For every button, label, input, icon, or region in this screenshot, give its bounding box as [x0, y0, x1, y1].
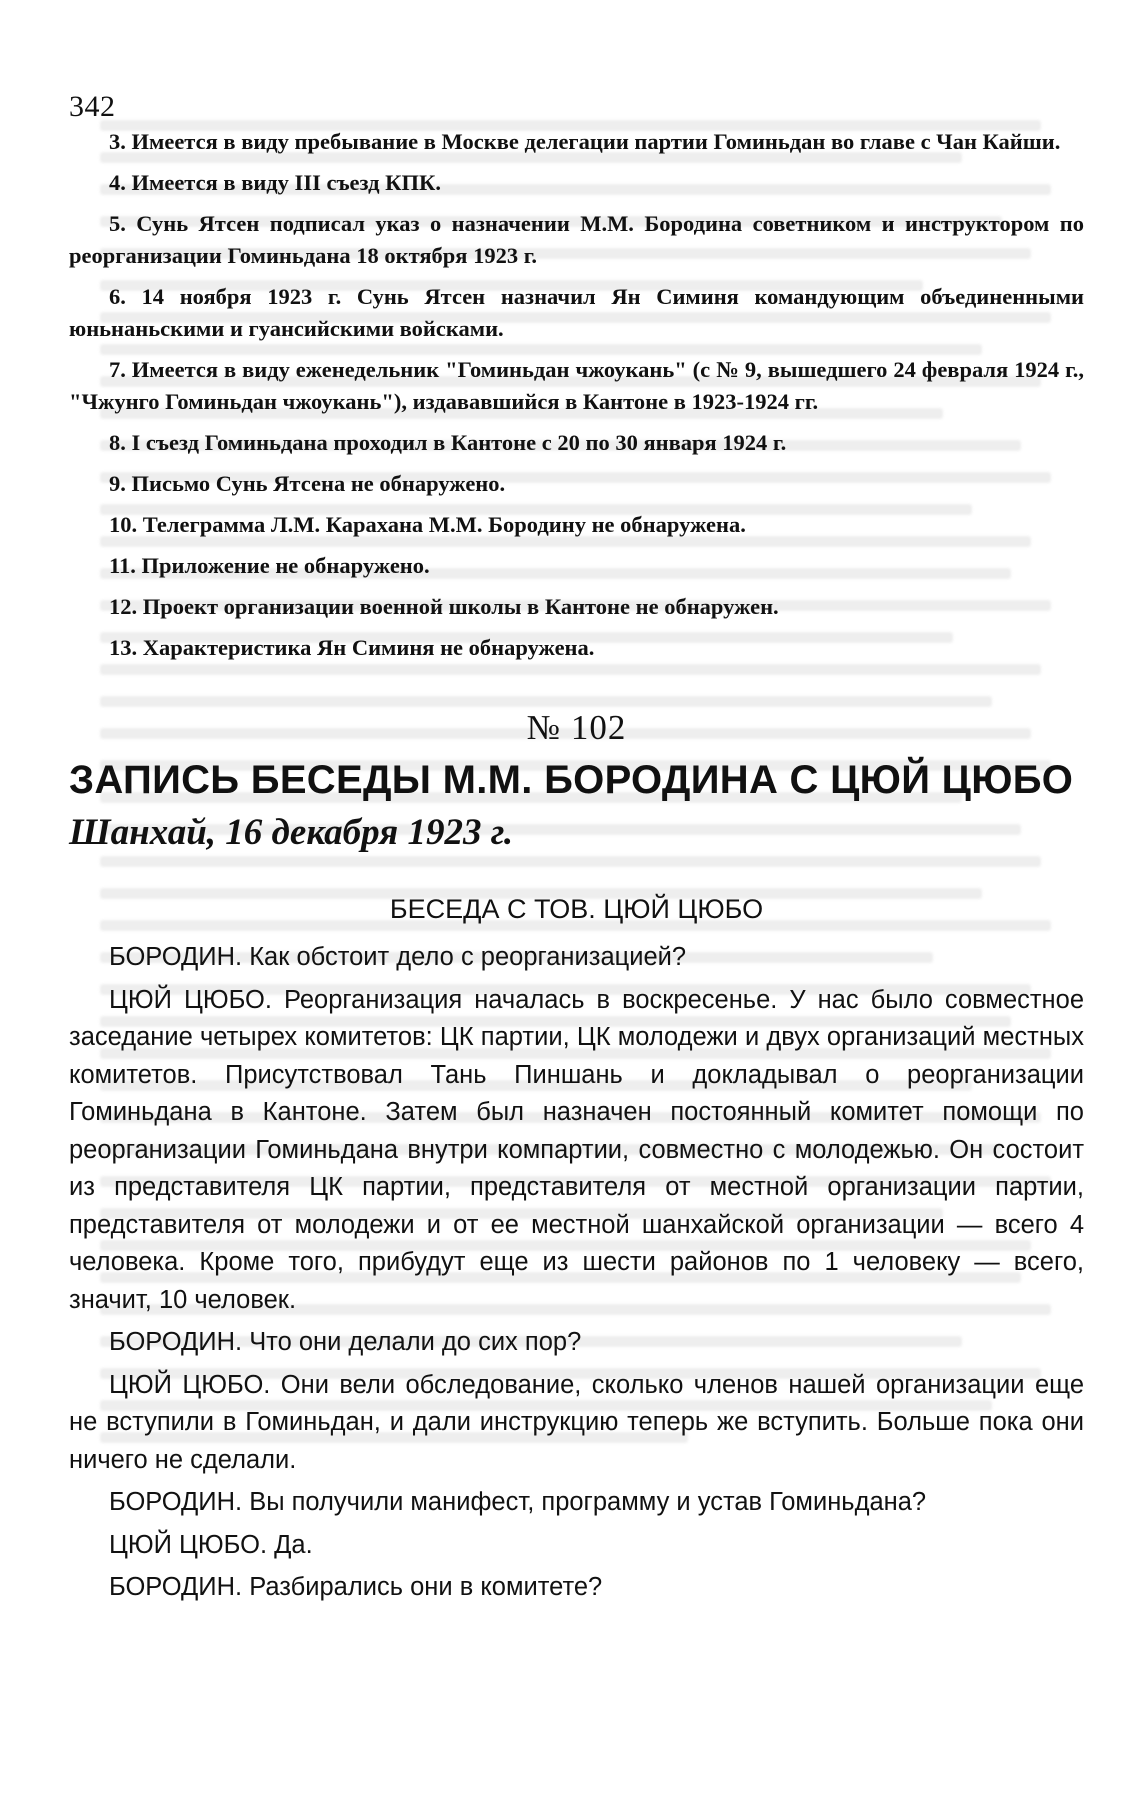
endnote: 6. 14 ноября 1923 г. Сунь Ятсен назначил Ян Симиня командующим объединенными юньнаньскими и гуансийскими войсками. [69, 284, 1084, 341]
dialogue-turn: БОРОДИН. Вы получили манифест, программу и устав Гоминьдана? [109, 1488, 927, 1516]
conversation-subtitle: БЕСЕДА С ТОВ. ЦЮЙ ЦЮБО [389, 894, 764, 924]
page-number: 342 [69, 90, 116, 123]
dialogue-turn: ЦЮЙ ЦЮБО. Реорганизация началась в воскресенье. У нас было совместное заседание четырех комитетов: ЦК партии, ЦК молодежи и двух организаций местных комитетов. Присутствовал Тань Пиншань и докладывал о реорганизации Гоминьдана в Кантоне. Затем был назначен постоянный комитет помощи по реорганизации Гоминьдана внутри компартии, совместно с молодежью. Он состоит из представителя ЦК партии, представителя от местной организации партии, представителя от молодежи и от ее местной шанхайской организации — всего 4 человека. Кроме того, прибудут еще из шести районов по 1 человеку — всего, значит, 10 человек. [69, 985, 1084, 1314]
dialogue-turn: ЦЮЙ ЦЮБО. Они вели обследование, сколько членов нашей организации еще не вступили в Гоминьдан, и дали инструкцию теперь же вступить. Больше пока они ничего не сделали. [69, 1370, 1084, 1474]
document-number: № 102 [526, 708, 627, 747]
dialogue-turn: БОРОДИН. Что они делали до сих пор? [109, 1328, 582, 1356]
endnote: 7. Имеется в виду еженедельник "Гоминьдан чжоукань" (с № 9, вышедшего 24 февраля 1924 г., "Чжунго Гоминьдан чжоукань"), издававшийся в Кантоне в 1923-1924 гг. [69, 357, 1084, 414]
endnote: 10. Телеграмма Л.М. Карахана М.М. Бородину не обнаружена. [109, 512, 746, 537]
document-title: ЗАПИСЬ БЕСЕДЫ М.М. БОРОДИНА С ЦЮЙ ЦЮБО [69, 758, 1074, 802]
endnote: 9. Письмо Сунь Ятсена не обнаружено. [109, 471, 506, 496]
endnote: 12. Проект организации военной школы в Кантоне не обнаружен. [109, 594, 779, 619]
page-content [69, 90, 1084, 1612]
dialogue-turn: ЦЮЙ ЦЮБО. Да. [109, 1530, 313, 1559]
endnote: 13. Характеристика Ян Симиня не обнаружена. [109, 635, 595, 660]
endnote: 3. Имеется в виду пребывание в Москве делегации партии Гоминьдан во главе с Чан Кайши. [109, 129, 1061, 154]
endnote: 8. I съезд Гоминьдана проходил в Кантоне с 20 по 30 января 1924 г. [109, 430, 787, 455]
endnotes [69, 126, 1084, 664]
dialogue-turn: БОРОДИН. Разбирались они в комитете? [109, 1573, 603, 1601]
conversation-transcript [69, 939, 1084, 1607]
endnote: 5. Сунь Ятсен подписал указ о назначении М.М. Бородина советником и инструктором по реорганизации Гоминьдана 18 октября 1923 г. [69, 211, 1084, 268]
endnote: 4. Имеется в виду III съезд КПК. [109, 170, 441, 195]
endnote: 11. Приложение не обнаружено. [109, 553, 430, 578]
document-dateline: Шанхай, 16 декабря 1923 г. [69, 812, 514, 853]
dialogue-turn: БОРОДИН. Как обстоит дело с реорганизацией? [109, 943, 687, 971]
